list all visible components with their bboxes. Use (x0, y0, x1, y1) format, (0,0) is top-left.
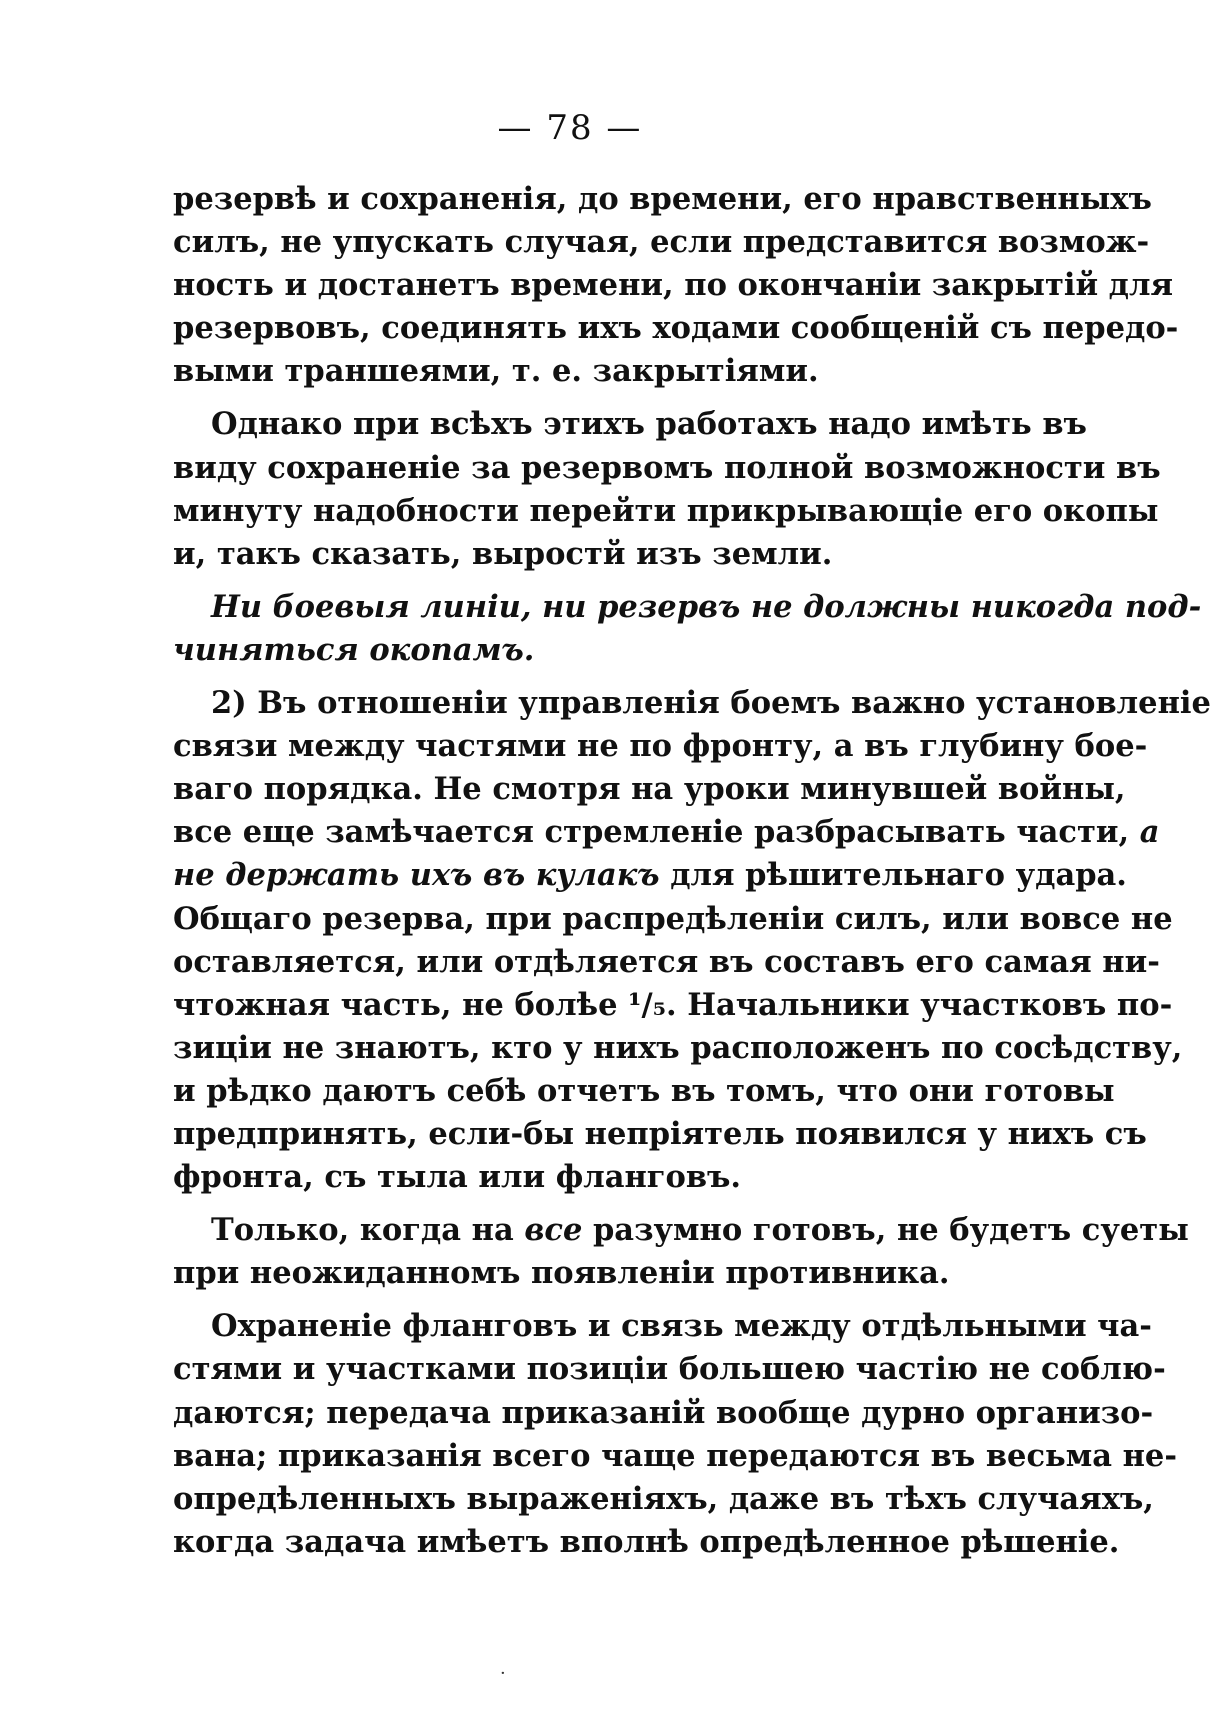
text-line: выми траншеями, т. е. закрытіями. (173, 353, 819, 390)
text-line: при неожиданномъ появленіи противника. (173, 1255, 950, 1292)
text-line: предпринять, если-бы непріятель появился у нихъ съ (173, 1115, 1147, 1152)
text-segment: для рѣшительнаго удара. (670, 857, 1127, 894)
text-segment: все еще замѣчается стремленіе разбрасывать части, (173, 814, 1130, 851)
text-line: даются; передача приказаній вообще дурно организо- (173, 1394, 1154, 1431)
text-line: опредѣленныхъ выраженіяхъ, даже въ тѣхъ случаяхъ, (173, 1480, 1154, 1517)
body-text (173, 178, 1211, 1574)
text-line: и, такъ сказать, выростй изъ земли. (173, 535, 833, 572)
italic-segment: не держать ихъ въ кулакъ (173, 857, 660, 894)
text-line: чиняться окопамъ. (173, 631, 535, 668)
italic-segment: а (1139, 814, 1160, 851)
text-segment: разумно готовъ, не будетъ суеты (592, 1212, 1189, 1249)
text-line: Однако при всѣхъ этихъ работахъ надо имѣть въ (211, 406, 1087, 443)
text-line: виду сохраненіе за резервомъ полной возможности въ (173, 449, 1161, 486)
text-line: ность и достанетъ времени, по окончаніи закрытій для (173, 267, 1174, 304)
text-line: резервѣ и сохраненія, до времени, его нравственныхъ (173, 181, 1152, 217)
text-line: и рѣдко даютъ себѣ отчетъ въ томъ, что они готовы (173, 1072, 1115, 1109)
text-line: фронта, съ тыла или фланговъ. (173, 1159, 742, 1196)
text-line: вана; приказанія всего чаще передаются въ весьма не- (173, 1437, 1177, 1474)
text-line: когда задача имѣетъ вполнѣ опредѣленное рѣшеніе. (173, 1523, 1120, 1560)
paragraph-4 (173, 682, 1211, 1199)
tail-mark: · (500, 1663, 506, 1684)
text-line: Ни боевыя линіи, ни резервъ не должны никогда под- (211, 588, 1202, 625)
text-line-mixed (173, 854, 1127, 897)
text-line: стями и участками позиціи большею частію не соблю- (173, 1351, 1166, 1388)
paragraph-6 (173, 1305, 1177, 1564)
text-line: Общаго резерва, при распредѣленіи силъ, или вовсе не (173, 900, 1173, 937)
text-line-mixed (173, 811, 1160, 854)
text-segment: Только, когда на (211, 1212, 514, 1249)
text-line: резервовъ, соединять ихъ ходами сообщеній съ передо- (173, 310, 1179, 347)
paragraph-1 (173, 178, 1179, 393)
page-number: — 78 — (497, 108, 643, 148)
text-line: Охраненіе фланговъ и связь между отдѣльными ча- (211, 1308, 1152, 1345)
text-line: связи между частями не по фронту, а въ глубину бое- (173, 728, 1148, 765)
text-line-mixed (173, 1209, 1189, 1252)
paragraph-2 (173, 403, 1161, 575)
paragraph-3-italic (173, 586, 1202, 672)
text-line: ваго порядка. Не смотря на уроки минувшей войны, (173, 771, 1126, 808)
italic-segment: все (524, 1212, 583, 1249)
text-line: 2) Въ отношеніи управленія боемъ важно установленіе (211, 685, 1211, 722)
text-line: оставляется, или отдѣляется въ составъ его самая ни- (173, 943, 1160, 980)
text-line: чтожная часть, не болѣе ¹/₅. Начальники участковъ по- (173, 986, 1173, 1023)
text-line: минуту надобности перейти прикрывающіе его окопы (173, 492, 1159, 529)
text-line: зиціи не знаютъ, кто у нихъ расположенъ по сосѣдству, (173, 1029, 1183, 1066)
text-line: силъ, не упускать случая, если представится возмож- (173, 224, 1150, 261)
paragraph-5 (173, 1209, 1189, 1295)
